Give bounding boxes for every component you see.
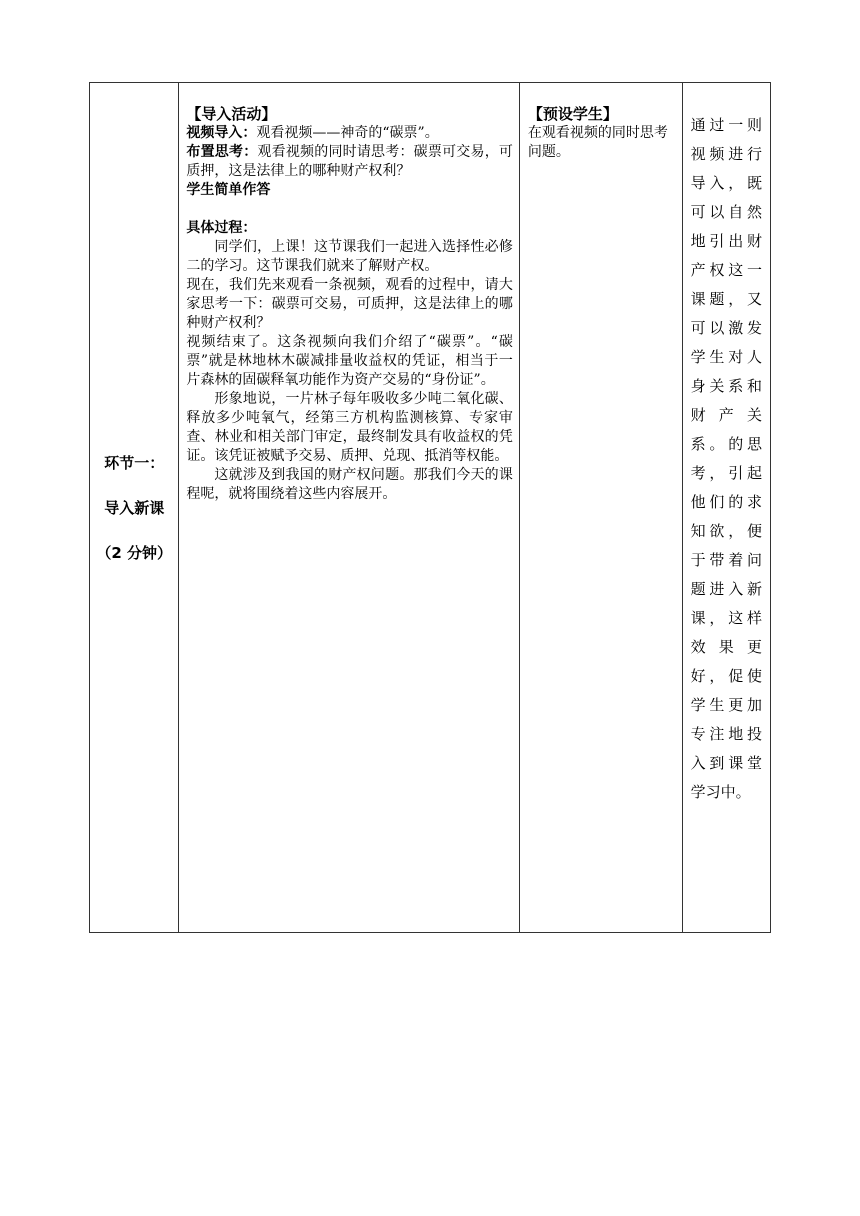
student-cell xyxy=(519,83,682,933)
process-paragraph: 现在，我们先来观看一条视频，观看的过程中，请大家思考一下：碳票可交易，可质押，这是法律上的哪种财产权利？ xyxy=(186,277,513,331)
design-intent-text: 通过一则视频进行导入，既可以自然地引出财产权这一课题，又可以激发学生对人身关系和财产关系。的思考，引起他们的求知欲，便于带着问题进入新课，这样效果更好，促使学生更加专注地投入到课堂学习中。 xyxy=(690,115,762,801)
video-intro-line xyxy=(186,124,513,143)
process-paragraph: 这就涉及到我国的财产权问题。那我们今天的课程呢，就将围绕着这些内容展开。 xyxy=(186,467,513,502)
student-answer-label: 学生简单作答 xyxy=(186,182,271,198)
lesson-plan-table xyxy=(89,82,771,933)
activity-cell xyxy=(179,83,520,933)
think-label: 布置思考： xyxy=(186,144,258,160)
activity-heading: 【导入活动】 xyxy=(186,105,277,123)
stage-cell xyxy=(90,83,179,933)
student-text: 在观看视频的同时思考问题。 xyxy=(527,125,668,160)
student-content xyxy=(520,83,682,162)
design-intent-cell xyxy=(682,83,770,933)
stage-label xyxy=(90,453,178,563)
student-heading: 【预设学生】 xyxy=(527,105,618,123)
process-paragraph: 同学们，上课！这节课我们一起进入选择性必修二的学习。这节课我们就来了解财产权。 xyxy=(186,239,513,274)
video-intro-text: 观看视频——神奇的“碳票”。 xyxy=(256,125,439,141)
stage-duration: （2 分钟） xyxy=(96,543,173,562)
process-label: 具体过程： xyxy=(186,220,257,236)
video-intro-label: 视频导入： xyxy=(186,125,257,141)
think-line xyxy=(186,143,513,181)
process-paragraph: 形象地说，一片林子每年吸收多少吨二氧化碳、释放多少吨氧气，经第三方机构监测核算、专家审查、林业和相关部门审定，最终制发具有收益权的凭证。该凭证被赋予交易、质押、兑现、抵消等权能。 xyxy=(186,391,513,464)
table-row xyxy=(90,83,771,933)
activity-content xyxy=(179,83,519,504)
stage-title: 导入新课 xyxy=(104,498,165,517)
think-text: 观看视频的同时请思考：碳票可交易，可质押，这是法律上的哪种财产权利？ xyxy=(186,144,513,179)
stage-number: 环节一： xyxy=(104,453,165,472)
process-paragraph: 视频结束了。这条视频向我们介绍了“碳票”。“碳票”就是林地林木碳减排量收益权的凭证，相当于一片森林的固碳释氧功能作为资产交易的“身份证”。 xyxy=(186,334,513,388)
